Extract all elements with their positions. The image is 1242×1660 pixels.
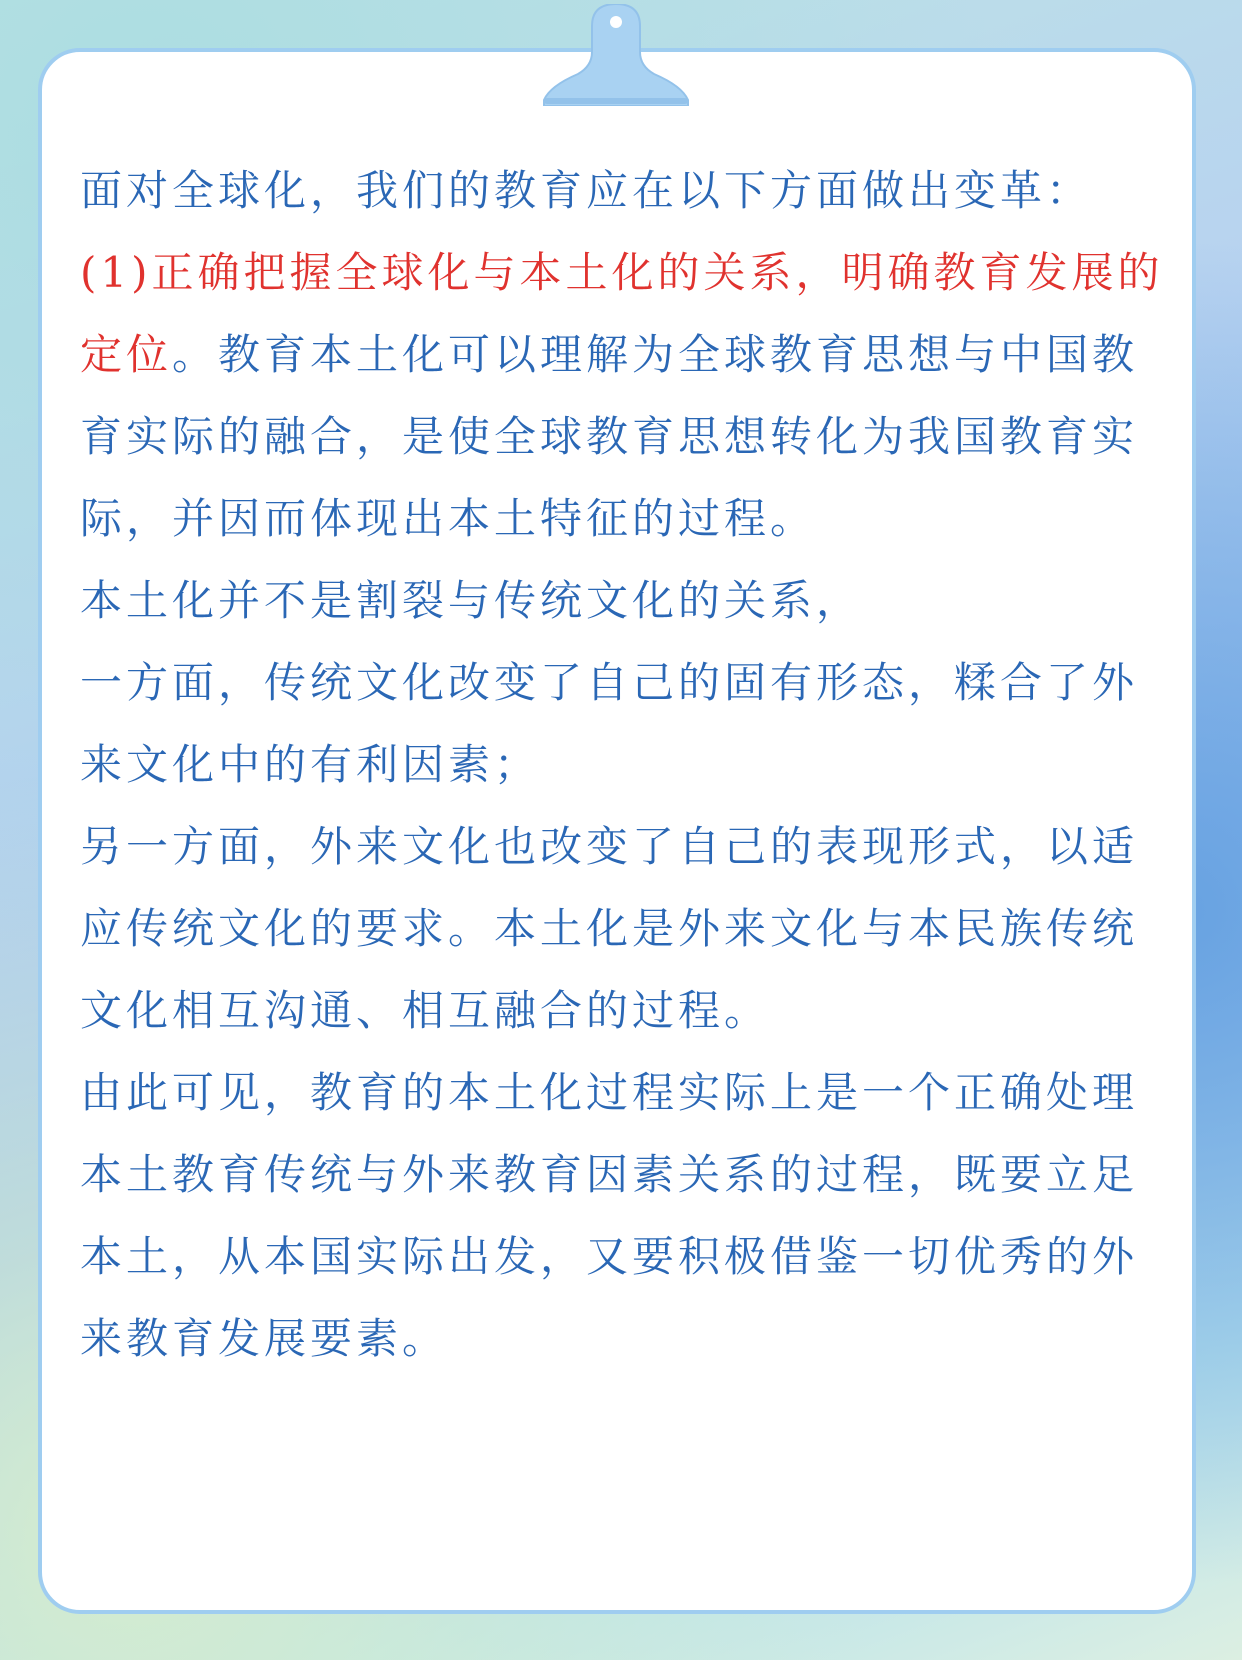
paragraph-tradition: 一方面，传统文化改变了自己的固有形态，糅合了外来文化中的有利因素； (80, 658, 1139, 789)
paragraph-conclusion: 由此可见，教育的本土化过程实际上是一个正确处理本土教育传统与外来教育因素关系的过程，既要立足本土，从本国实际出发，又要积极借鉴一切优秀的外来教育发展要素。 (80, 1068, 1139, 1363)
paragraph-foreign-culture: 另一方面，外来文化也改变了自己的表现形式，以适应传统文化的要求。本土化是外来文化与本民族传统文化相互沟通、相互融合的过程。 (80, 822, 1139, 1035)
point-1-paragraph (80, 232, 1180, 560)
clipboard-clip-icon (536, 4, 696, 106)
point-1-body: 。教育本土化可以理解为全球教育思想与中国教育实际的融合，是使全球教育思想转化为我国教育实际，并因而体现出本土特征的过程。 (80, 330, 1139, 543)
article-text (80, 150, 1180, 1380)
intro-paragraph: 面对全球化，我们的教育应在以下方面做出变革： (80, 166, 1093, 215)
paragraph-localization: 本土化并不是割裂与传统文化的关系， (80, 576, 863, 625)
point-1-heading: (1)正确把握全球化与本土化的关系，明确教育发展的定位 (80, 248, 1164, 379)
